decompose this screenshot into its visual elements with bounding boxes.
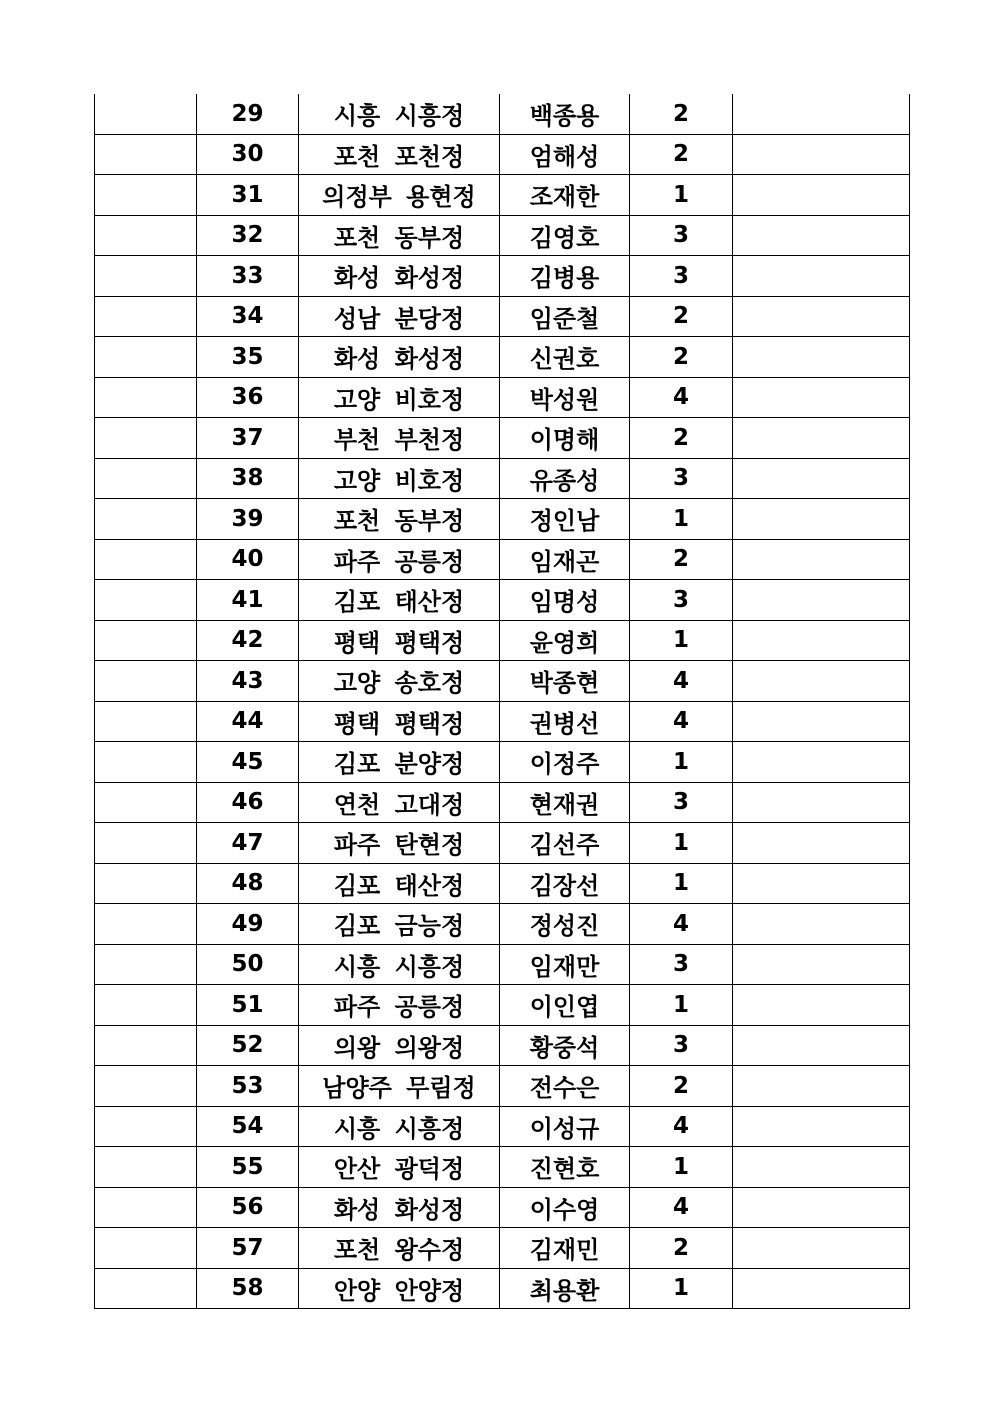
row-number-cell: 51	[197, 985, 299, 1026]
region-cell: 성남 분당정	[299, 296, 500, 337]
empty-cell	[733, 94, 910, 134]
empty-cell	[733, 1268, 910, 1309]
name-cell: 진현호	[500, 1147, 630, 1188]
region-cell: 화성 화성정	[299, 256, 500, 297]
row-number-cell: 33	[197, 256, 299, 297]
empty-cell	[95, 944, 197, 985]
row-number-cell: 38	[197, 458, 299, 499]
table-row	[95, 134, 910, 175]
name-cell: 박성원	[500, 377, 630, 418]
row-number-cell: 35	[197, 337, 299, 378]
table-row	[95, 782, 910, 823]
region-cell: 시흥 시흥정	[299, 94, 500, 134]
empty-cell	[733, 458, 910, 499]
empty-cell	[95, 337, 197, 378]
table-row	[95, 944, 910, 985]
empty-cell	[95, 296, 197, 337]
count-cell: 3	[630, 458, 733, 499]
empty-cell	[733, 782, 910, 823]
count-cell: 2	[630, 134, 733, 175]
name-cell: 김영호	[500, 215, 630, 256]
region-cell: 포천 왕수정	[299, 1228, 500, 1269]
empty-cell	[95, 701, 197, 742]
count-cell: 3	[630, 215, 733, 256]
region-cell: 파주 탄현정	[299, 823, 500, 864]
region-cell: 안양 안양정	[299, 1268, 500, 1309]
empty-cell	[733, 175, 910, 216]
empty-cell	[733, 296, 910, 337]
empty-cell	[733, 985, 910, 1026]
count-cell: 1	[630, 823, 733, 864]
empty-cell	[733, 539, 910, 580]
count-cell: 4	[630, 377, 733, 418]
region-cell: 부천 부천정	[299, 418, 500, 459]
count-cell: 2	[630, 418, 733, 459]
region-cell: 파주 공릉정	[299, 985, 500, 1026]
region-cell: 포천 포천정	[299, 134, 500, 175]
region-cell: 평택 평택정	[299, 701, 500, 742]
region-cell: 연천 고대정	[299, 782, 500, 823]
name-cell: 최용환	[500, 1268, 630, 1309]
empty-cell	[95, 823, 197, 864]
empty-cell	[733, 499, 910, 540]
name-cell: 엄해성	[500, 134, 630, 175]
table-row	[95, 499, 910, 540]
region-cell: 포천 동부정	[299, 499, 500, 540]
row-number-cell: 31	[197, 175, 299, 216]
table-row	[95, 904, 910, 945]
region-cell: 김포 태산정	[299, 863, 500, 904]
table-row	[95, 296, 910, 337]
row-number-cell: 44	[197, 701, 299, 742]
table-row	[95, 175, 910, 216]
row-number-cell: 39	[197, 499, 299, 540]
table-row	[95, 823, 910, 864]
empty-cell	[733, 337, 910, 378]
table-row	[95, 539, 910, 580]
empty-cell	[95, 458, 197, 499]
empty-cell	[95, 134, 197, 175]
count-cell: 4	[630, 904, 733, 945]
empty-cell	[733, 1147, 910, 1188]
row-number-cell: 52	[197, 1025, 299, 1066]
empty-cell	[733, 215, 910, 256]
region-cell: 김포 태산정	[299, 580, 500, 621]
row-number-cell: 57	[197, 1228, 299, 1269]
empty-cell	[733, 742, 910, 783]
region-cell: 김포 금능정	[299, 904, 500, 945]
name-cell: 임재만	[500, 944, 630, 985]
name-cell: 이명해	[500, 418, 630, 459]
count-cell: 2	[630, 94, 733, 134]
empty-cell	[95, 94, 197, 134]
table-row	[95, 1106, 910, 1147]
table-row	[95, 1025, 910, 1066]
count-cell: 4	[630, 701, 733, 742]
name-cell: 임재곤	[500, 539, 630, 580]
row-number-cell: 55	[197, 1147, 299, 1188]
table-row	[95, 1066, 910, 1107]
count-cell: 1	[630, 499, 733, 540]
row-number-cell: 46	[197, 782, 299, 823]
empty-cell	[95, 1106, 197, 1147]
count-cell: 3	[630, 580, 733, 621]
region-cell: 평택 평택정	[299, 620, 500, 661]
row-number-cell: 30	[197, 134, 299, 175]
name-cell: 권병선	[500, 701, 630, 742]
empty-cell	[95, 418, 197, 459]
row-number-cell: 45	[197, 742, 299, 783]
empty-cell	[95, 377, 197, 418]
row-number-cell: 47	[197, 823, 299, 864]
empty-cell	[95, 175, 197, 216]
empty-cell	[95, 1268, 197, 1309]
name-cell: 신권호	[500, 337, 630, 378]
row-number-cell: 43	[197, 661, 299, 702]
table-row	[95, 418, 910, 459]
count-cell: 3	[630, 256, 733, 297]
table-row	[95, 985, 910, 1026]
name-cell: 김재민	[500, 1228, 630, 1269]
region-cell: 의왕 의왕정	[299, 1025, 500, 1066]
empty-cell	[95, 742, 197, 783]
row-number-cell: 50	[197, 944, 299, 985]
region-cell: 의정부 용현정	[299, 175, 500, 216]
table-row	[95, 863, 910, 904]
count-cell: 2	[630, 1228, 733, 1269]
empty-cell	[95, 499, 197, 540]
count-cell: 1	[630, 742, 733, 783]
empty-cell	[95, 1066, 197, 1107]
count-cell: 1	[630, 175, 733, 216]
empty-cell	[95, 256, 197, 297]
count-cell: 2	[630, 337, 733, 378]
row-number-cell: 41	[197, 580, 299, 621]
empty-cell	[95, 985, 197, 1026]
empty-cell	[733, 418, 910, 459]
name-cell: 박종현	[500, 661, 630, 702]
name-cell: 현재권	[500, 782, 630, 823]
empty-cell	[95, 661, 197, 702]
name-cell: 전수은	[500, 1066, 630, 1107]
region-cell: 남양주 무림정	[299, 1066, 500, 1107]
row-number-cell: 49	[197, 904, 299, 945]
empty-cell	[733, 1187, 910, 1228]
count-cell: 4	[630, 661, 733, 702]
name-cell: 김선주	[500, 823, 630, 864]
row-number-cell: 58	[197, 1268, 299, 1309]
roster-table-body	[95, 94, 910, 1309]
name-cell: 임준철	[500, 296, 630, 337]
empty-cell	[733, 944, 910, 985]
count-cell: 1	[630, 620, 733, 661]
row-number-cell: 36	[197, 377, 299, 418]
region-cell: 화성 화성정	[299, 1187, 500, 1228]
name-cell: 이인엽	[500, 985, 630, 1026]
count-cell: 2	[630, 1066, 733, 1107]
table-row	[95, 256, 910, 297]
empty-cell	[733, 1106, 910, 1147]
empty-cell	[95, 863, 197, 904]
empty-cell	[733, 1025, 910, 1066]
table-row	[95, 742, 910, 783]
empty-cell	[733, 904, 910, 945]
table-row	[95, 1147, 910, 1188]
empty-cell	[733, 701, 910, 742]
empty-cell	[95, 782, 197, 823]
empty-cell	[95, 580, 197, 621]
name-cell: 김장선	[500, 863, 630, 904]
region-cell: 고양 송호정	[299, 661, 500, 702]
empty-cell	[733, 1066, 910, 1107]
region-cell: 고양 비호정	[299, 377, 500, 418]
empty-cell	[733, 256, 910, 297]
row-number-cell: 54	[197, 1106, 299, 1147]
empty-cell	[95, 1147, 197, 1188]
count-cell: 1	[630, 985, 733, 1026]
count-cell: 4	[630, 1106, 733, 1147]
empty-cell	[733, 661, 910, 702]
count-cell: 1	[630, 1147, 733, 1188]
empty-cell	[733, 863, 910, 904]
roster-table	[94, 94, 910, 1309]
name-cell: 이성규	[500, 1106, 630, 1147]
count-cell: 3	[630, 1025, 733, 1066]
row-number-cell: 32	[197, 215, 299, 256]
count-cell: 1	[630, 863, 733, 904]
table-row	[95, 94, 910, 134]
table-row	[95, 701, 910, 742]
table-row	[95, 458, 910, 499]
empty-cell	[95, 539, 197, 580]
empty-cell	[733, 580, 910, 621]
row-number-cell: 42	[197, 620, 299, 661]
region-cell: 시흥 시흥정	[299, 1106, 500, 1147]
name-cell: 조재한	[500, 175, 630, 216]
table-row	[95, 661, 910, 702]
count-cell: 3	[630, 782, 733, 823]
name-cell: 정인남	[500, 499, 630, 540]
region-cell: 포천 동부정	[299, 215, 500, 256]
region-cell: 김포 분양정	[299, 742, 500, 783]
table-row	[95, 1268, 910, 1309]
empty-cell	[95, 1025, 197, 1066]
empty-cell	[95, 620, 197, 661]
name-cell: 정성진	[500, 904, 630, 945]
region-cell: 화성 화성정	[299, 337, 500, 378]
name-cell: 유종성	[500, 458, 630, 499]
row-number-cell: 56	[197, 1187, 299, 1228]
table-row	[95, 337, 910, 378]
count-cell: 2	[630, 296, 733, 337]
region-cell: 고양 비호정	[299, 458, 500, 499]
region-cell: 안산 광덕정	[299, 1147, 500, 1188]
table-row	[95, 620, 910, 661]
table-row	[95, 215, 910, 256]
name-cell: 김병용	[500, 256, 630, 297]
table-row	[95, 1187, 910, 1228]
region-cell: 파주 공릉정	[299, 539, 500, 580]
count-cell: 3	[630, 944, 733, 985]
empty-cell	[95, 1187, 197, 1228]
count-cell: 1	[630, 1268, 733, 1309]
row-number-cell: 37	[197, 418, 299, 459]
name-cell: 이수영	[500, 1187, 630, 1228]
count-cell: 4	[630, 1187, 733, 1228]
table-row	[95, 377, 910, 418]
empty-cell	[733, 620, 910, 661]
name-cell: 윤영희	[500, 620, 630, 661]
row-number-cell: 29	[197, 94, 299, 134]
empty-cell	[95, 1228, 197, 1269]
name-cell: 이정주	[500, 742, 630, 783]
empty-cell	[733, 823, 910, 864]
empty-cell	[733, 1228, 910, 1269]
empty-cell	[95, 904, 197, 945]
empty-cell	[95, 215, 197, 256]
table-row	[95, 580, 910, 621]
region-cell: 시흥 시흥정	[299, 944, 500, 985]
row-number-cell: 40	[197, 539, 299, 580]
name-cell: 임명성	[500, 580, 630, 621]
name-cell: 백종용	[500, 94, 630, 134]
row-number-cell: 53	[197, 1066, 299, 1107]
row-number-cell: 34	[197, 296, 299, 337]
name-cell: 황중석	[500, 1025, 630, 1066]
empty-cell	[733, 377, 910, 418]
row-number-cell: 48	[197, 863, 299, 904]
empty-cell	[733, 134, 910, 175]
count-cell: 2	[630, 539, 733, 580]
table-row	[95, 1228, 910, 1269]
